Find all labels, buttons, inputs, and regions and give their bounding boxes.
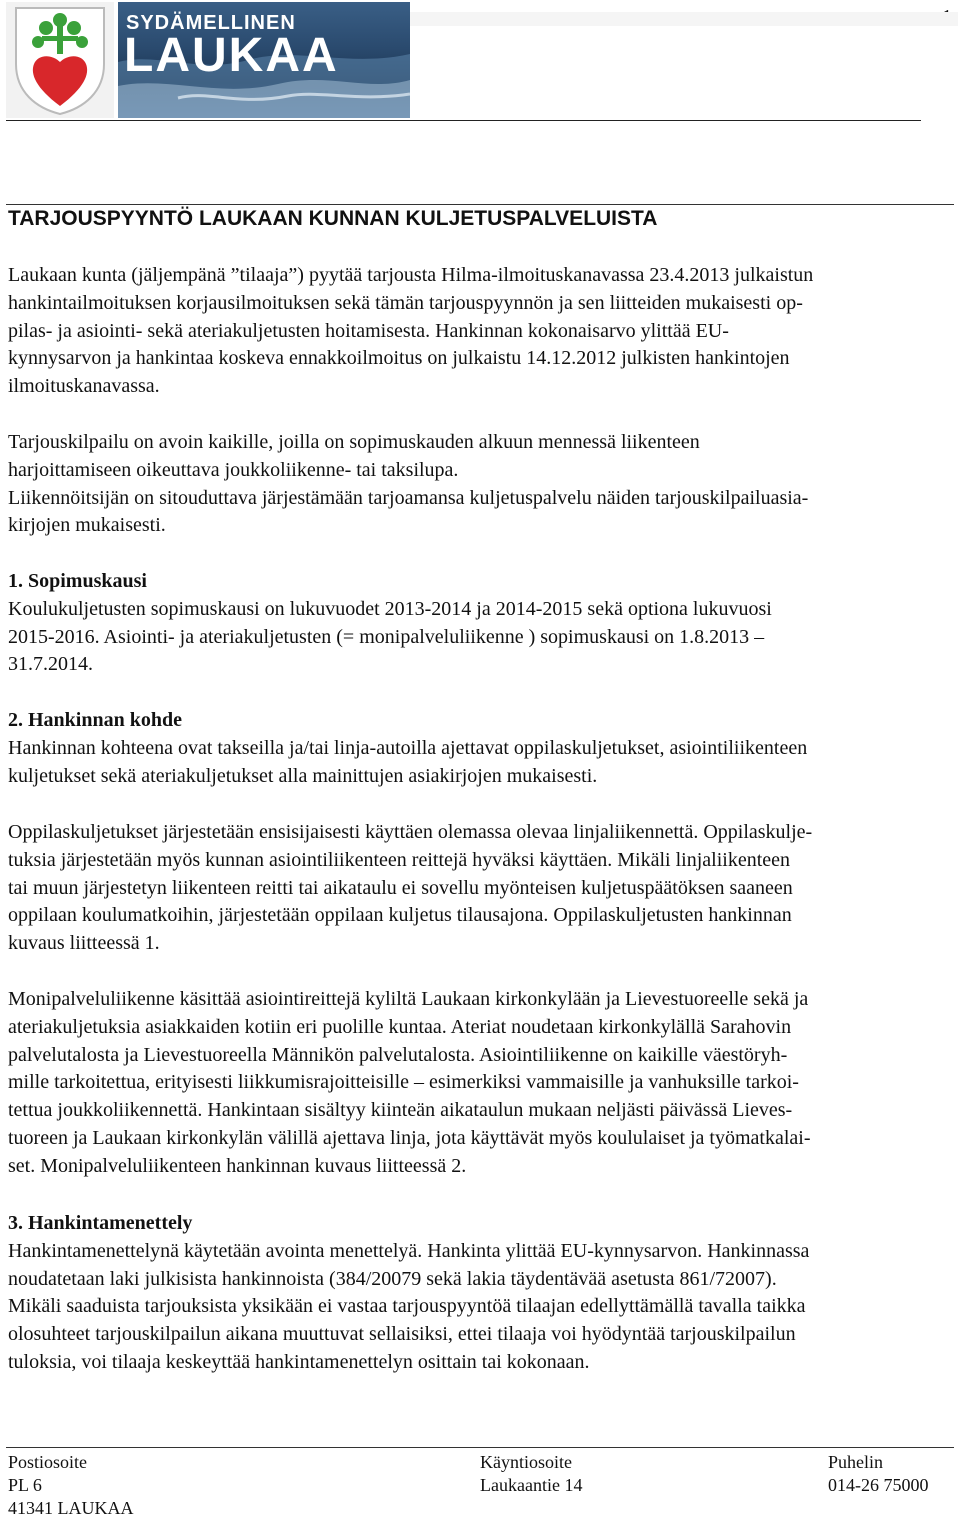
banner-tagline: SYDÄMELLINEN [126,12,296,34]
banner [118,2,410,118]
header-divider [6,120,921,121]
text-line: kynnysarvon ja hankintaa koskeva ennakkoilmoitus on julkaistu 14.12.2012 julkisten hankintojen [8,347,790,370]
text-line: ateriakuljetuksia asiakkaiden kotiin eri puolille kuntaa. Ateriat noudetaan kirkonkylällä Sarahovin [8,1015,792,1038]
banner-title: LAUKAA [124,29,339,82]
section-heading: 1. Sopimuskausi [8,570,147,592]
text-line: tuksia järjestetään myös kunnan asiointiliikenteen reittejä hyväksi käyttäen. Mikäli linjaliikenteen [8,848,791,871]
postal-line: PL 6 [8,1475,42,1495]
text-line: mille tarkoitettua, erityisesti liikkumisrajoitteisille – esimerkiksi vammaisille ja vanhuksille tarkoi- [8,1071,799,1094]
postal-label: Postiosoite [8,1452,88,1472]
text-line: 2015-2016. Asiointi- ja ateriakuljetusten (= monipalveluliikenne ) sopimuskausi on 1.8.2013 – [8,625,765,648]
section-procurement-subject [8,707,954,790]
letterhead [6,2,951,120]
header-bar [410,12,958,26]
text-line: Liikennöitsijän on sitouduttava järjestämään tarjoamansa kuljetuspalvelu näiden tarjouskilpailuasia- [8,486,809,509]
service-traffic-paragraph [8,986,954,1181]
section-procedure [8,1210,954,1377]
text-line: Tarjouskilpailu on avoin kaikille, joilla on sopimuskauden alkuun mennessä liikenteen [8,431,700,453]
text-line: tuloksia, voi tilaaja keskeyttää hankintamenettelyn osittain tai kokonaan. [8,1350,590,1373]
text-line: tai muun järjestetyn liikenteen reitti tai aikataulu ei sovellu myönteisen kuljetuspäätöksen saaneen [8,876,793,899]
text-line: tettua joukkoliikennettä. Hankintaan sisältyy kiinteän aikataulun mukaan neljästi päivässä Lieves- [8,1099,793,1122]
section-heading: 2. Hankinnan kohde [8,709,182,731]
phone-label: Puhelin [828,1452,884,1472]
crest-icon [6,2,114,118]
text-line: 31.7.2014. [8,653,93,676]
text-line: Laukaan kunta (jäljempänä ”tilaaja”) pyytää tarjousta Hilma-ilmoituskanavassa 23.4.2013 julkaistun [8,264,814,286]
section-contract-period [8,568,954,679]
eligibility-paragraph [8,429,954,540]
text-line: tuoreen ja Laukaan kirkonkylän välillä ajettava linja, jota käyttävät myös koululaiset ja työmatkalai- [8,1126,811,1149]
text-line: harjoittamiseen oikeuttava joukkoliikenne- tai taksilupa. [8,458,459,481]
text-line: oppilaan koulumatkoihin, järjestetään oppilaan kuljetus tilausajona. Oppilaskuljetusten hankinnan [8,904,792,927]
text-line: Hankinnan kohteena ovat takseilla ja/tai linja-autoilla ajettavat oppilaskuljetukset, asiointiliikenteen [8,736,808,759]
school-transport-paragraph [8,819,954,958]
text-line: kirjojen mukaisesti. [8,514,166,537]
text-line: Koulukuljetusten sopimuskausi on lukuvuodet 2013-2014 ja 2014-2015 sekä optiona lukuvuosi [8,597,772,620]
text-line: Mikäli saaduista tarjouksista yksikään ei vastaa tarjouspyyntöä tilaajan edellyttämällä tavalla taikka [8,1295,806,1318]
footer-postal [8,1451,134,1520]
page-title: TARJOUSPYYNTÖ LAUKAAN KUNNAN KULJETUSPALVELUISTA [8,207,658,230]
text-line: hankintailmoituksen korjausilmoituksen sekä tämän tarjouspyynnön ja sen liitteiden mukaisesti op- [8,291,803,314]
intro-paragraph [8,262,954,401]
footer-visit [480,1451,582,1497]
text-line: olosuhteet tarjouskilpailun aikana muuttuvat sellaisiksi, ettei tilaaja voi hyödyntää tarjouskilpailun [8,1323,796,1346]
text-line: Oppilaskuljetukset järjestetään ensisijaisesti käyttäen olemassa olevaa linjaliikennettä. Oppilaskulje- [8,821,813,843]
text-line: set. Monipalveluliikenteen hankinnan kuvaus liitteessä 2. [8,1154,467,1177]
section-heading: 3. Hankintamenettely [8,1212,193,1234]
footer-phone [828,1451,929,1497]
footer-divider [6,1447,954,1448]
text-line: Hankintamenettelynä käytetään avointa menettelyä. Hankinta ylittää EU-kynnysarvon. Hankinnassa [8,1239,810,1262]
visit-line: Laukaantie 14 [480,1475,583,1495]
text-line: kuljetukset sekä ateriakuljetukset alla mainittujen asiakirjojen mukaisesti. [8,764,598,787]
text-line: noudatetaan laki julkisista hankinnoista (384/20079 sekä lakia täydentävää asetusta 861/72007). [8,1267,777,1290]
text-line: ilmoituskanavassa. [8,375,160,398]
phone-line: 014-26 75000 [828,1475,929,1495]
visit-label: Käyntiosoite [480,1452,572,1472]
municipal-crest [6,2,114,118]
postal-line: 41341 LAUKAA [8,1498,134,1518]
text-line: pilas- ja asiointi- sekä ateriakuljetusten hoitamisesta. Hankinnan kokonaisarvo ylittää EU- [8,319,729,342]
text-line: Monipalveluliikenne käsittää asiointireittejä kyliltä Laukaan kirkonkylään ja Lievestuoreelle sekä ja [8,988,809,1010]
text-line: palvelutalosta ja Lievestuoreella Männikön palvelutalosta. Asiointiliikenne on kaikille väestöryh- [8,1043,788,1066]
title-divider [6,204,954,205]
text-line: kuvaus liitteessä 1. [8,932,160,955]
